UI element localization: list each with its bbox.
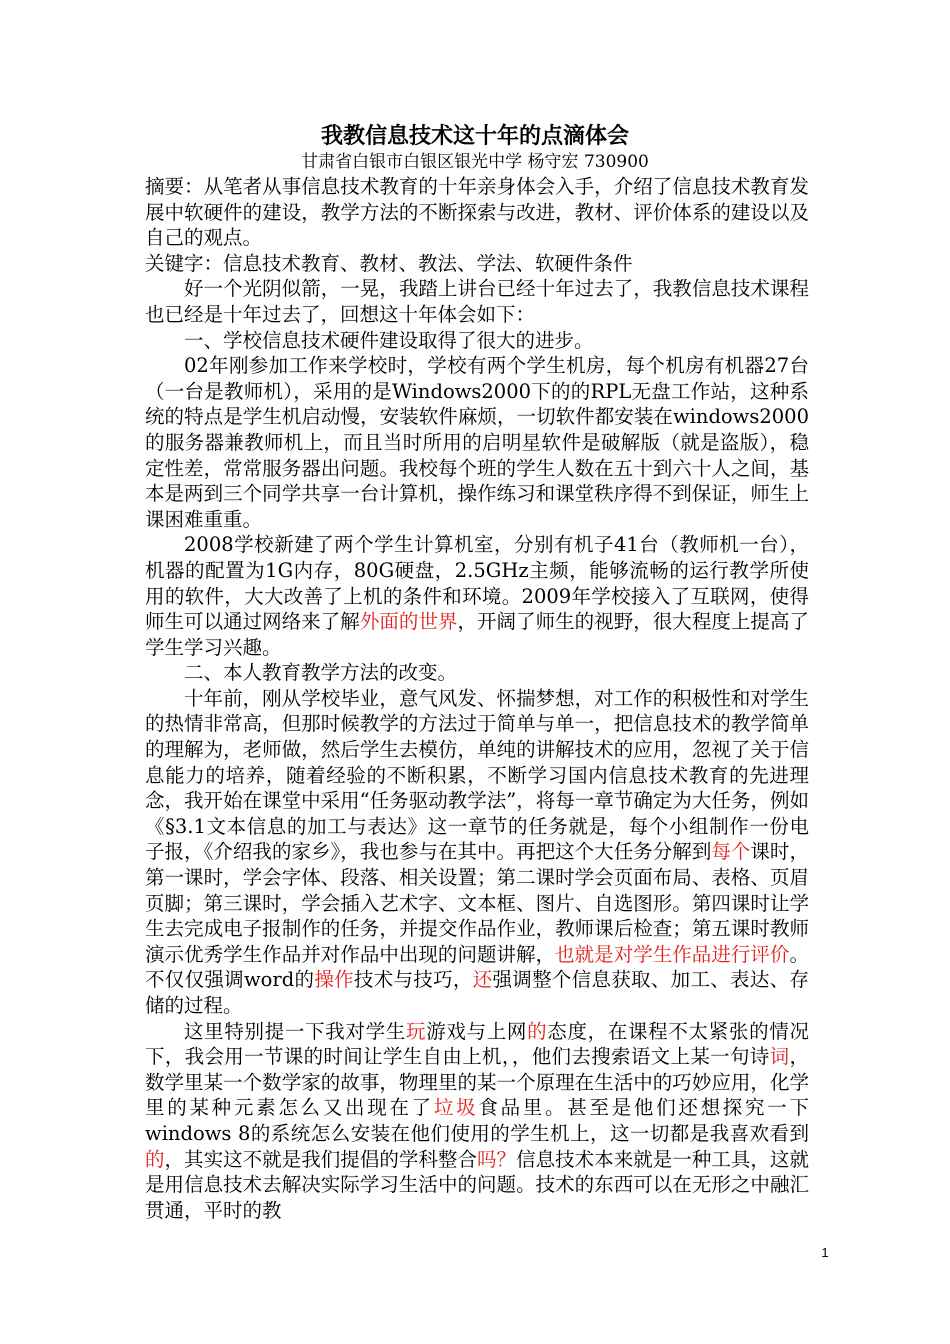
- highlighted-text: 词: [769, 1045, 790, 1069]
- text-run: 这里特别提一下我对学生: [184, 1019, 406, 1043]
- highlighted-text: 还: [472, 968, 493, 992]
- text-run: ，数学里某一个数学家的故事，物理里的某一个原理在生活中的巧妙应用，化学里的某种元素怎么又出现在了: [145, 1045, 809, 1120]
- section-heading-2: 二、本人教育教学方法的改变。: [184, 661, 458, 685]
- abstract-paragraph: 摘要：从笔者从事信息技术教育的十年亲身体会入手，介绍了信息技术教育发展中软硬件的建设，教学方法的不断探索与改进，教材、评价体系的建设以及自己的观点。: [145, 175, 809, 250]
- document-title: 我教信息技术这十年的点滴体会: [320, 123, 629, 149]
- text-run: 课时，第一课时，学会字体、段落、相关设置；第二课时学会页面布局、表格、页眉页脚；第三课时，学会插入艺术字、文本框、图片、自选图形。第四课时让学生去完成电子报制作的任务，并提交作品作业，教师课后检查；第五课时教师演示优秀学生作品并对作品中出现的问题讲解，: [145, 840, 809, 966]
- text-run: 强调整个信息获取、加工、表达、存储的过程。: [145, 968, 809, 1017]
- highlighted-text: 的: [527, 1019, 548, 1043]
- highlighted-text: 的: [145, 1147, 165, 1171]
- internet-attitude-paragraph: [145, 1019, 809, 1224]
- method-paragraph: [145, 686, 809, 1019]
- text-run: ，开阔了师生的视野，很大程度上提高了学生学习兴趣。: [145, 610, 809, 659]
- author-line: 甘肃省白银市白银区银光中学 杨守宏 730900: [301, 152, 649, 172]
- highlighted-text: 垃圾: [433, 1096, 479, 1120]
- text-run: 态度，在课程不太紧张的情况下，我会用一节课的时间让学生自由上机，，他们去搜索语文上某一句诗: [145, 1019, 809, 1069]
- text-run: 信息技术本来就是一种工具，这就是用信息技术去解决实际学习生活中的问题。技术的东西可以在无形之中融汇贯通，平时的教: [145, 1147, 809, 1222]
- highlighted-text: 吗？: [477, 1147, 517, 1171]
- highlighted-text: 操作: [314, 968, 354, 992]
- text-run: 游戏与上网: [426, 1019, 528, 1043]
- text-run: 技术与技巧，: [353, 968, 473, 992]
- intro-paragraph: 好一个光阴似箭，一晃，我踏上讲台已经十年过去了，我教信息技术课程也已经是十年过去了，回想这十年体会如下：: [145, 277, 809, 326]
- page-number: 1: [821, 1245, 829, 1260]
- hardware-paragraph-2: [145, 532, 809, 660]
- hardware-paragraph-1: 02年刚参加工作来学校时，学校有两个学生机房，每个机房有机器27台（一台是教师机），采用的是Windows2000下的的RPL无盘工作站，这种系统的特点是学生机启动慢，安装软件麻烦，一切软件都安装在windows2000的服务器兼教师机上，而且当时所用的启明星软件是破解版（就是盗版），稳定性差，常常服务器出问题。我校每个班的学生人数在五十到六十人之间，基本是两到三个同学共享一台计算机，操作练习和课堂秩序得不到保证，师生上课困难重重。: [145, 354, 809, 531]
- highlighted-text: 也就是对学生作品进行评价: [555, 942, 790, 966]
- document-body: [145, 174, 809, 1223]
- highlighted-text: 每个: [711, 840, 751, 864]
- highlighted-text: 外面的世界: [359, 610, 458, 634]
- text-run: ，其实这不就是我们提倡的学科整合: [164, 1147, 477, 1171]
- section-heading-1: 一、学校信息技术硬件建设取得了很大的进步。: [184, 328, 594, 352]
- highlighted-text: 玩: [406, 1019, 427, 1043]
- text-run: 。不仅仅强调word的: [145, 942, 809, 992]
- text-run: 十年前，刚从学校毕业，意气风发、怀揣梦想，对工作的积极性和对学生的热情非常高，但那时候教学的方法过于简单与单一，把信息技术的教学简单的理解为，老师做，然后学生去模仿，单纯的讲解技术的应用，忽视了关于信息能力的培养，随着经验的不断积累，不断学习国内信息技术教育的先进理念，我开始在课堂中采用“任务驱动教学法”，将每一章节确定为大任务，例如《§3.1文本信息的加工与表达》这一章节的任务就是，每个小组制作一份电子报，《介绍我的家乡》，我也参与在其中。再把这个大任务分解到: [145, 686, 809, 864]
- keywords-paragraph: 关键字：信息技术教育、教材、教法、学法、软硬件条件: [145, 251, 633, 275]
- text-run: 食品里。甚至是他们还想探究一下windows 8的系统怎么安装在他们使用的学生机上，这一切都是我喜欢看到: [145, 1096, 809, 1145]
- text-run: 2008学校新建了两个学生计算机室，分别有机子41台（教师机一台），机器的配置为1G内存，80G硬盘，2.5GHz主频，能够流畅的运行教学所使用的软件，大大改善了上机的条件和环境。2009年学校接入了互联网，使得师生可以通过网络来了解: [145, 533, 809, 634]
